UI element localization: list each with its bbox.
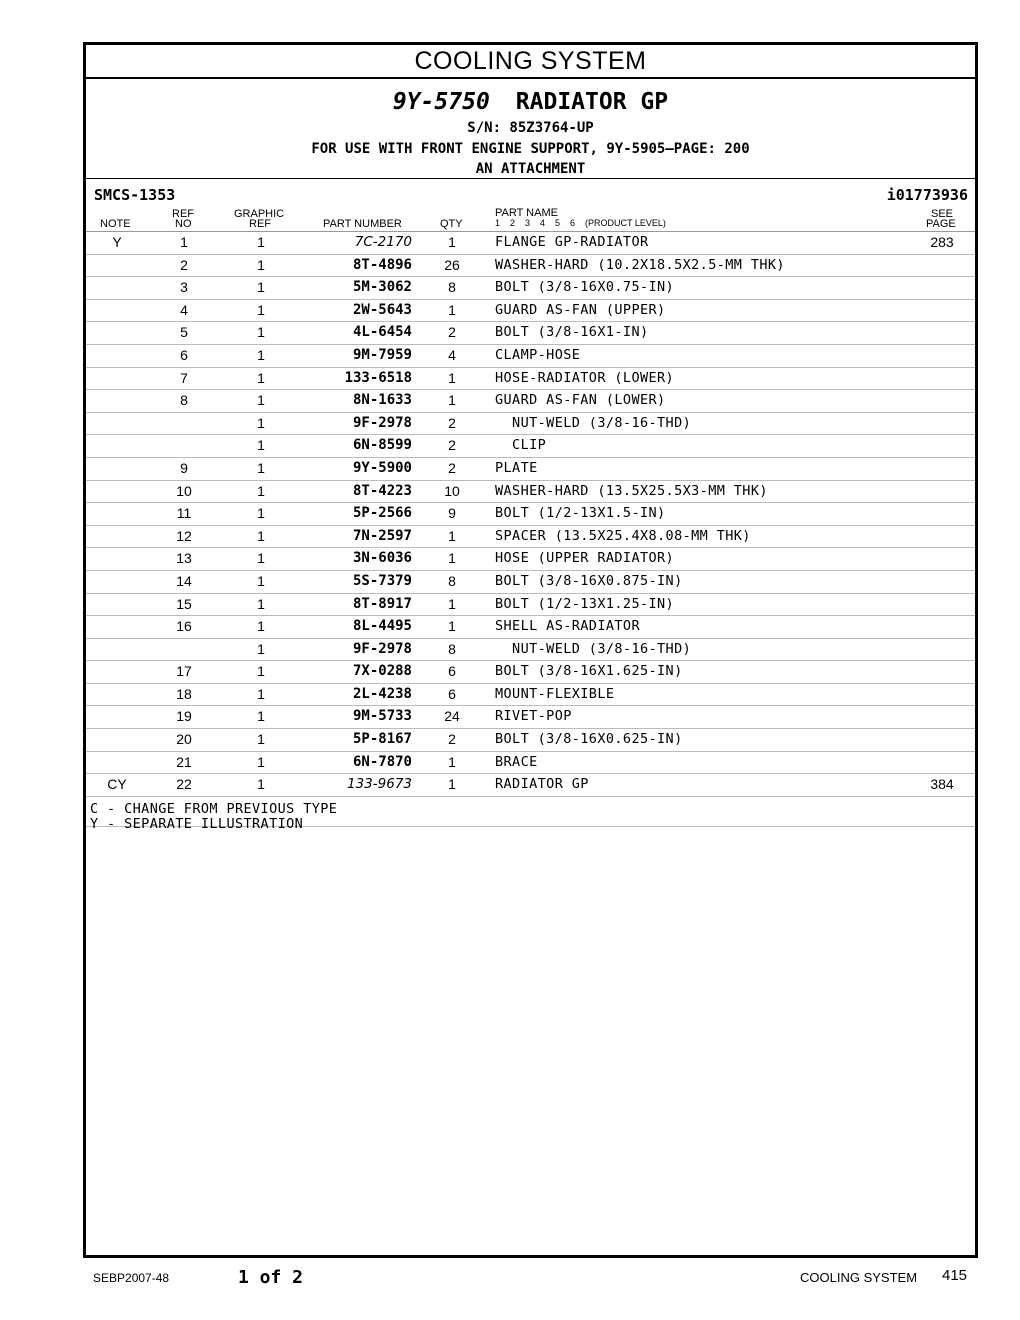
part-number-cell: 8L-4495 xyxy=(352,618,412,635)
part-name-cell: NUT-WELD (3/8-16-THD) xyxy=(495,414,692,431)
graphic-ref-cell: 1 xyxy=(257,708,265,725)
table-row xyxy=(86,639,975,662)
section-title: COOLING SYSTEM xyxy=(86,45,975,79)
table-header xyxy=(86,207,975,232)
qty-cell: 8 xyxy=(448,279,456,296)
part-number-cell: 8N-1633 xyxy=(352,392,412,409)
part-name-cell: GUARD AS-FAN (LOWER) xyxy=(495,392,666,409)
graphic-ref-cell: 1 xyxy=(257,753,265,770)
ref-no-cell: 8 xyxy=(180,392,188,409)
col-part-name: PART NAME xyxy=(495,207,558,219)
part-number-cell: 3N-6036 xyxy=(352,550,412,567)
part-name-cell: WASHER-HARD (10.2X18.5X2.5-MM THK) xyxy=(495,256,785,273)
table-row xyxy=(86,390,975,413)
table-row xyxy=(86,300,975,323)
part-number-cell: 7C-2170 xyxy=(354,234,412,250)
qty-cell: 1 xyxy=(448,550,456,567)
table-row xyxy=(86,255,975,278)
col-see-top: SEE xyxy=(931,208,954,220)
table-row xyxy=(86,684,975,707)
group-name: RADIATOR GP xyxy=(515,89,669,115)
qty-cell: 1 xyxy=(448,753,456,770)
table-row xyxy=(86,232,975,255)
ref-no-cell: 2 xyxy=(180,256,188,273)
part-name-cell: BRACE xyxy=(495,753,538,770)
col-graphic-bottom: REF xyxy=(249,218,271,230)
qty-cell: 6 xyxy=(448,685,456,702)
qty-cell: 26 xyxy=(444,256,460,273)
graphic-ref-cell: 1 xyxy=(257,414,265,431)
graphic-ref-cell: 1 xyxy=(257,437,265,454)
ref-no-cell: 15 xyxy=(176,595,192,612)
part-number-cell: 5M-3062 xyxy=(352,279,412,296)
ref-no-cell: 5 xyxy=(180,324,188,341)
qty-cell: 4 xyxy=(448,346,456,363)
graphic-ref-cell: 1 xyxy=(257,685,265,702)
table-row xyxy=(86,368,975,391)
note-c: C - CHANGE FROM PREVIOUS TYPE xyxy=(90,800,338,817)
table-row xyxy=(86,458,975,481)
ref-no-cell: 11 xyxy=(176,505,192,522)
ref-no-cell: 22 xyxy=(176,776,192,793)
part-name-cell: SHELL AS-RADIATOR xyxy=(495,618,640,635)
table-row xyxy=(86,548,975,571)
group-heading xyxy=(86,79,975,179)
graphic-ref-cell: 1 xyxy=(257,346,265,363)
page-of: 1 of 2 xyxy=(238,1267,304,1288)
qty-cell: 1 xyxy=(448,595,456,612)
note-cell: Y xyxy=(112,234,122,250)
ref-no-cell: 1 xyxy=(180,234,188,250)
ref-no-cell: 14 xyxy=(176,572,192,589)
part-number-cell: 7X-0288 xyxy=(352,663,412,680)
part-name-cell: GUARD AS-FAN (UPPER) xyxy=(495,301,666,318)
part-number-cell: 5S-7379 xyxy=(352,572,412,589)
part-number-cell: 9F-2978 xyxy=(352,640,412,657)
qty-cell: 6 xyxy=(448,663,456,680)
part-number-cell: 5P-8167 xyxy=(352,731,412,748)
col-graphic-top: GRAPHIC xyxy=(234,208,285,220)
part-name-cell: BOLT (3/8-16X0.875-IN) xyxy=(495,572,683,589)
group-part-number: 9Y-5750 xyxy=(392,89,490,115)
ref-no-cell: 16 xyxy=(176,618,192,635)
group-title xyxy=(86,89,975,115)
col-ref-bottom: NO xyxy=(175,218,192,230)
illustration-id: i01773936 xyxy=(886,186,968,204)
ref-no-cell: 4 xyxy=(180,301,188,318)
qty-cell: 9 xyxy=(448,505,456,522)
ref-no-cell: 6 xyxy=(180,346,188,363)
parts-table xyxy=(86,207,975,832)
ref-no-cell: 20 xyxy=(176,731,192,748)
qty-cell: 1 xyxy=(448,776,456,793)
part-number-cell: 8T-4896 xyxy=(352,256,412,273)
graphic-ref-cell: 1 xyxy=(257,505,265,522)
part-number-cell: 7N-2597 xyxy=(352,527,412,544)
qty-cell: 2 xyxy=(448,414,456,431)
qty-cell: 1 xyxy=(448,369,456,386)
table-row xyxy=(86,277,975,300)
table-row xyxy=(86,594,975,617)
qty-cell: 1 xyxy=(448,234,456,250)
qty-cell: 1 xyxy=(448,392,456,409)
qty-cell: 10 xyxy=(444,482,460,499)
graphic-ref-cell: 1 xyxy=(257,369,265,386)
qty-cell: 2 xyxy=(448,731,456,748)
ref-no-cell: 7 xyxy=(180,369,188,386)
graphic-ref-cell: 1 xyxy=(257,640,265,657)
part-name-cell: BOLT (3/8-16X1.625-IN) xyxy=(495,663,683,680)
table-row xyxy=(86,503,975,526)
graphic-ref-cell: 1 xyxy=(257,482,265,499)
table-row xyxy=(86,345,975,368)
graphic-ref-cell: 1 xyxy=(257,459,265,476)
parts-page-frame xyxy=(83,42,978,1258)
col-see-bottom: PAGE xyxy=(926,218,956,230)
table-row xyxy=(86,481,975,504)
table-row xyxy=(86,661,975,684)
graphic-ref-cell: 1 xyxy=(257,663,265,680)
note-cell: CY xyxy=(107,776,127,793)
part-name-cell: MOUNT-FLEXIBLE xyxy=(495,685,615,702)
part-name-cell: HOSE-RADIATOR (LOWER) xyxy=(495,369,675,386)
graphic-ref-cell: 1 xyxy=(257,618,265,635)
graphic-ref-cell: 1 xyxy=(257,301,265,318)
part-name-cell: RIVET-POP xyxy=(495,708,572,725)
ref-no-cell: 18 xyxy=(176,685,192,702)
qty-cell: 2 xyxy=(448,324,456,341)
part-number-cell: 4L-6454 xyxy=(352,324,412,341)
part-number-cell: 9F-2978 xyxy=(352,414,412,431)
graphic-ref-cell: 1 xyxy=(257,731,265,748)
ref-no-cell: 3 xyxy=(180,279,188,296)
table-row xyxy=(86,526,975,549)
ref-no-cell: 9 xyxy=(180,459,188,476)
table-row xyxy=(86,706,975,729)
qty-cell: 24 xyxy=(444,708,460,725)
notes-legend xyxy=(86,797,975,832)
graphic-ref-cell: 1 xyxy=(257,279,265,296)
col-qty: QTY xyxy=(440,218,463,230)
graphic-ref-cell: 1 xyxy=(257,572,265,589)
table-row xyxy=(86,413,975,436)
attachment-line: AN ATTACHMENT xyxy=(475,161,586,177)
part-number-cell: 9Y-5900 xyxy=(352,459,412,476)
table-row xyxy=(86,435,975,458)
part-number-cell: 2W-5643 xyxy=(352,301,412,318)
usage-line: FOR USE WITH FRONT ENGINE SUPPORT, 9Y-5905—PAGE: 200 xyxy=(311,141,750,157)
part-name-cell: CLIP xyxy=(495,437,547,454)
graphic-ref-cell: 1 xyxy=(257,324,265,341)
part-name-cell: NUT-WELD (3/8-16-THD) xyxy=(495,640,692,657)
part-name-cell: HOSE (UPPER RADIATOR) xyxy=(495,550,675,567)
table-row xyxy=(86,616,975,639)
part-number-cell: 133-9673 xyxy=(347,776,412,793)
serial-number: S/N: 85Z3764-UP xyxy=(467,120,594,136)
qty-cell: 1 xyxy=(448,301,456,318)
part-name-cell: RADIATOR GP xyxy=(495,776,589,793)
part-name-cell: BOLT (3/8-16X0.75-IN) xyxy=(495,279,675,296)
page-number: 415 xyxy=(942,1267,968,1284)
part-name-cell: WASHER-HARD (13.5X25.5X3-MM THK) xyxy=(495,482,768,499)
part-number-cell: 9M-7959 xyxy=(352,346,412,363)
graphic-ref-cell: 1 xyxy=(257,256,265,273)
graphic-ref-cell: 1 xyxy=(257,550,265,567)
qty-cell: 1 xyxy=(448,527,456,544)
part-name-cell: BOLT (3/8-16X1-IN) xyxy=(495,324,649,341)
ref-no-cell: 17 xyxy=(176,663,192,680)
part-name-cell: PLATE xyxy=(495,459,538,476)
part-name-cell: CLAMP-HOSE xyxy=(495,346,581,363)
graphic-ref-cell: 1 xyxy=(257,595,265,612)
smcs-code: SMCS-1353 xyxy=(94,186,176,204)
graphic-ref-cell: 1 xyxy=(257,527,265,544)
table-row xyxy=(86,571,975,594)
table-body xyxy=(86,232,975,797)
graphic-ref-cell: 1 xyxy=(257,392,265,409)
part-number-cell: 5P-2566 xyxy=(352,505,412,522)
part-number-cell: 133-6518 xyxy=(344,369,412,386)
ref-no-cell: 19 xyxy=(176,708,192,725)
graphic-ref-cell: 1 xyxy=(257,776,265,793)
note-y: Y - SEPARATE ILLUSTRATION xyxy=(90,815,304,832)
part-name-cell: FLANGE GP-RADIATOR xyxy=(495,234,649,250)
see-page-cell: 384 xyxy=(930,776,954,793)
qty-cell: 1 xyxy=(448,618,456,635)
table-row xyxy=(86,752,975,775)
graphic-ref-cell: 1 xyxy=(257,234,265,250)
qty-cell: 8 xyxy=(448,640,456,657)
ref-no-cell: 13 xyxy=(176,550,192,567)
qty-cell: 8 xyxy=(448,572,456,589)
part-number-cell: 9M-5733 xyxy=(352,708,412,725)
ref-no-cell: 12 xyxy=(176,527,192,544)
part-name-cell: BOLT (1/2-13X1.5-IN) xyxy=(495,505,666,522)
table-row xyxy=(86,729,975,752)
part-number-cell: 8T-4223 xyxy=(352,482,412,499)
part-name-cell: BOLT (3/8-16X0.625-IN) xyxy=(495,731,683,748)
col-note: NOTE xyxy=(100,218,131,230)
part-number-cell: 8T-8917 xyxy=(352,595,412,612)
table-row xyxy=(86,774,975,797)
ref-no-cell: 21 xyxy=(176,753,192,770)
footer-section: COOLING SYSTEM xyxy=(800,1270,918,1285)
see-page-cell: 283 xyxy=(930,234,954,250)
part-name-cell: SPACER (13.5X25.4X8.08-MM THK) xyxy=(495,527,751,544)
document-id: SEBP2007-48 xyxy=(93,1271,170,1285)
part-name-cell: BOLT (1/2-13X1.25-IN) xyxy=(495,595,675,612)
part-number-cell: 6N-8599 xyxy=(352,437,412,454)
col-part-number: PART NUMBER xyxy=(323,218,402,230)
part-number-cell: 2L-4238 xyxy=(352,685,412,702)
table-row xyxy=(86,322,975,345)
ref-no-cell: 10 xyxy=(176,482,192,499)
col-ref-top: REF xyxy=(172,208,194,220)
col-product-level: 1 2 3 4 5 6 (PRODUCT LEVEL) xyxy=(495,218,666,228)
qty-cell: 2 xyxy=(448,459,456,476)
part-number-cell: 6N-7870 xyxy=(352,753,412,770)
qty-cell: 2 xyxy=(448,437,456,454)
